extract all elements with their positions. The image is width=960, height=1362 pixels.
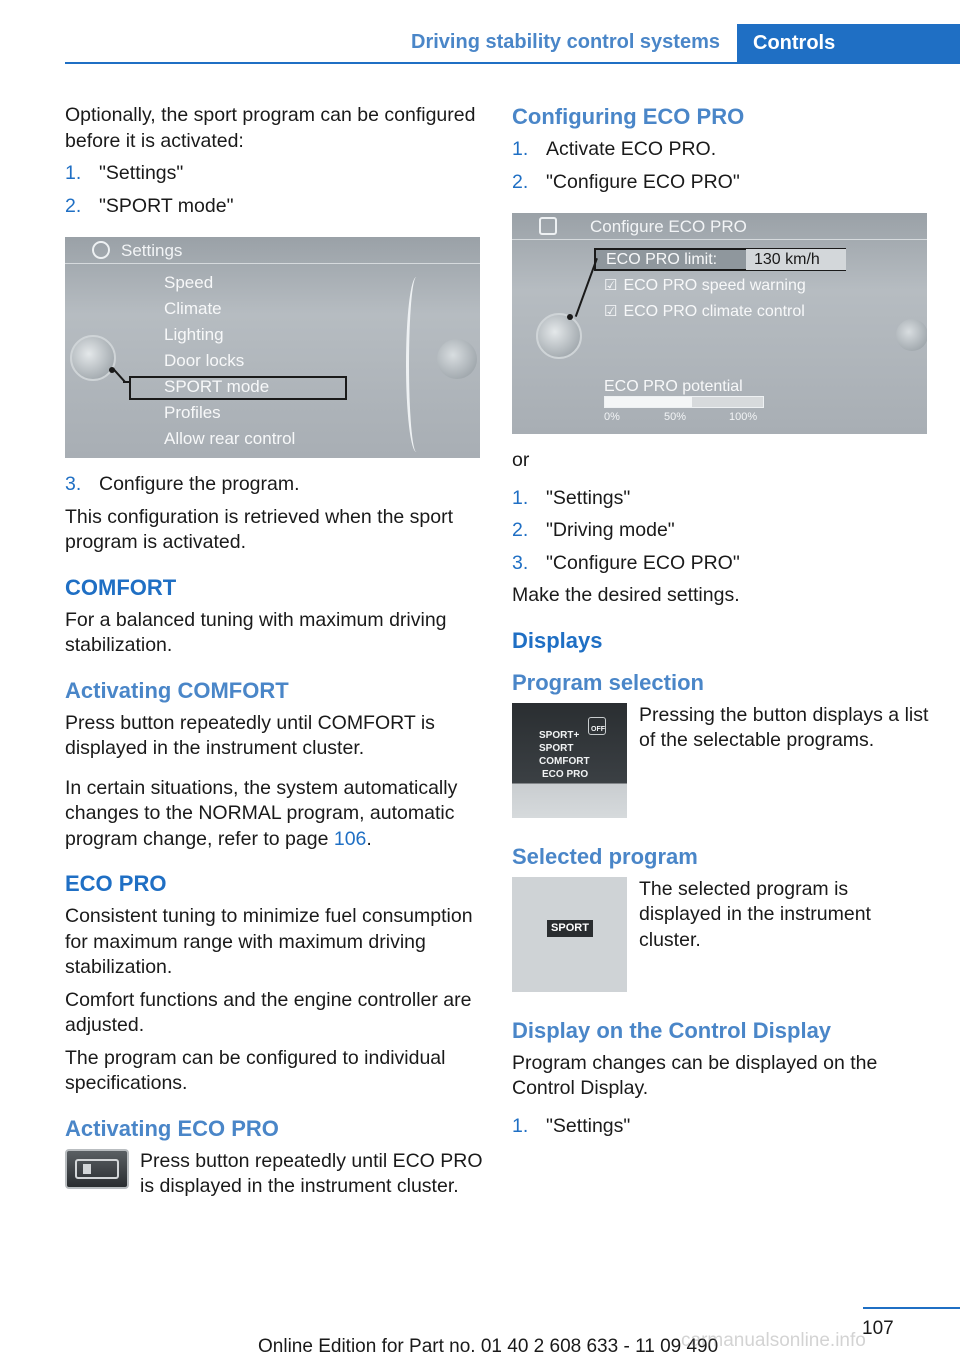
selected-program-figure — [512, 877, 627, 992]
config-note: This configuration is retrieved when the sport program is activated. — [65, 505, 454, 553]
program-selection-block — [512, 703, 930, 823]
list-number: 2. — [512, 170, 529, 193]
controller-knob-icon — [70, 335, 116, 381]
tick-label: 100% — [729, 411, 758, 423]
settings-menu-item: Lighting — [164, 325, 224, 344]
list-text: "SPORT mode" — [99, 194, 234, 217]
header-tab-label: Controls — [753, 32, 836, 54]
steps-list-e — [512, 1114, 930, 1140]
program-list-item: SPORT+ — [539, 729, 580, 741]
steps-list-d — [512, 486, 930, 577]
tick-label: 0% — [604, 411, 620, 423]
list-item — [512, 486, 930, 512]
list-number: 2. — [512, 519, 529, 541]
ecopro-config-text: The program can be configured to individual specifications. — [65, 1046, 446, 1094]
list-number: 1. — [512, 486, 529, 509]
list-text: Activate ECO PRO. — [546, 138, 717, 160]
gear-icon — [92, 241, 110, 259]
list-text: "Settings" — [546, 1114, 631, 1137]
list-item — [512, 1114, 930, 1140]
eco-option-climate-control — [604, 302, 805, 321]
page-number: 107 — [862, 1318, 894, 1339]
left-column — [65, 103, 483, 1209]
header-rule — [65, 62, 960, 64]
list-number: 1. — [512, 1114, 529, 1137]
comfort-heading: COMFORT — [65, 574, 177, 600]
eco-potential-label: ECO PRO potential — [604, 378, 743, 395]
dsc-off-icon — [588, 717, 606, 735]
activating-ecopro-heading: Activating ECO PRO — [65, 1115, 279, 1141]
list-text: "Configure ECO PRO" — [546, 551, 740, 574]
list-text: "Driving mode" — [546, 519, 675, 541]
edition-line: Online Edition for Part no. 01 40 2 608 633 - 11 09 490 — [258, 1336, 719, 1357]
steps-list-a — [65, 161, 483, 219]
situations-text: In certain situations, the system automatically changes to the NORMAL program, automatic program change, refer to page — [65, 776, 458, 850]
eco-option-speed-warning — [604, 276, 806, 295]
list-number: 1. — [65, 162, 82, 184]
program-selection-heading: Program selection — [512, 669, 704, 695]
list-item — [65, 161, 483, 187]
pointer-line — [123, 381, 131, 383]
eco-limit-value: 130 km/h — [746, 249, 846, 270]
header-section-title: Driving stability control systems — [411, 31, 720, 53]
list-text: "Configure ECO PRO" — [546, 170, 740, 193]
list-text: "Settings" — [99, 162, 184, 184]
situations-paragraph — [65, 776, 483, 853]
program-list — [539, 729, 590, 781]
settings-menu-item: Speed — [164, 273, 214, 292]
eco-pro-screen-figure — [512, 213, 927, 434]
list-item — [512, 518, 930, 544]
activating-comfort-heading: Activating COMFORT — [65, 677, 289, 703]
footer-rule — [863, 1307, 960, 1309]
pointer-dot — [109, 367, 115, 373]
sport-badge: SPORT — [547, 920, 593, 937]
settings-menu-item: Profiles — [164, 403, 221, 422]
or-text: or — [512, 449, 530, 471]
ecopro-comfort-text: Comfort functions and the engine controller are adjusted. — [65, 988, 472, 1036]
list-number: 3. — [65, 473, 82, 495]
ecopro-heading: ECO PRO — [65, 871, 167, 896]
comfort-description: For a balanced tuning with maximum driving stabilization. — [65, 608, 447, 656]
steps-list-c — [512, 137, 930, 195]
screen-divider — [512, 239, 927, 240]
settings-menu-item: Climate — [164, 299, 222, 318]
list-number: 1. — [512, 138, 529, 160]
eco-potential-bar — [604, 396, 764, 408]
pointer-dot — [567, 314, 573, 320]
checkbox-checked-icon: ☑ — [604, 277, 618, 294]
intro-paragraph: Optionally, the sport program can be configured before it is activated: — [65, 104, 476, 152]
settings-menu-item-selected: SPORT mode — [164, 377, 270, 396]
plus-icon — [896, 319, 927, 351]
control-display-text: Program changes can be displayed on the Control Display. — [512, 1051, 878, 1099]
configuring-ecopro-heading: Configuring ECO PRO — [512, 104, 745, 129]
program-list-item: ECO PRO — [542, 768, 589, 780]
list-item — [65, 472, 483, 498]
controller-knob-icon — [536, 313, 582, 359]
situations-text-end: . — [366, 827, 372, 850]
list-item — [512, 551, 930, 577]
header-tab-controls — [737, 24, 960, 63]
scroll-arc-icon — [406, 277, 432, 452]
program-list-item: COMFORT — [539, 755, 590, 767]
eco-settings-icon — [539, 217, 557, 235]
selected-program-text: The selected program is displayed in the instrument cluster. — [639, 877, 871, 951]
eco-option-label: ECO PRO speed warning — [623, 277, 806, 294]
checkbox-checked-icon: ☑ — [604, 303, 618, 320]
screen-divider — [65, 263, 480, 264]
settings-menu-item: Allow rear control — [164, 429, 296, 448]
steps-list-b — [65, 472, 483, 498]
list-item — [512, 137, 930, 163]
list-text: "Settings" — [546, 486, 631, 509]
tick-label: 50% — [664, 411, 687, 423]
make-settings-text: Make the desired settings. — [512, 584, 740, 606]
control-display-heading: Display on the Control Display — [512, 1017, 832, 1043]
eco-potential-fill — [605, 397, 692, 407]
pointer-line — [575, 258, 598, 317]
list-text: Configure the program. — [99, 473, 300, 495]
eco-limit-label: ECO PRO limit: — [606, 251, 718, 268]
settings-screen-title: Settings — [121, 241, 183, 260]
selected-program-block — [512, 877, 930, 997]
list-item — [512, 170, 930, 196]
highlight-box — [129, 376, 347, 400]
selected-program-heading: Selected program — [512, 843, 698, 869]
ecopro-description: Consistent tuning to minimize fuel consumption for maximum range with maximum driving stabilization. — [65, 905, 473, 978]
options-knob-icon — [437, 339, 477, 379]
eco-screen-title: Configure ECO PRO — [590, 217, 747, 236]
settings-screen-figure — [65, 237, 480, 458]
program-list-item: SPORT — [539, 742, 574, 754]
eco-limit-row — [594, 248, 846, 271]
list-number: 3. — [512, 551, 529, 574]
displays-heading: Displays — [512, 627, 603, 653]
program-selection-text: Pressing the button displays a list of the selectable programs. — [639, 703, 929, 751]
list-number: 2. — [65, 194, 82, 217]
right-column — [512, 103, 930, 1146]
activating-comfort-text: Press button repeatedly until COMFORT is displayed in the instrument cluster. — [65, 711, 435, 759]
activating-ecopro-block — [65, 1149, 483, 1209]
page-link[interactable]: 106 — [333, 827, 367, 850]
settings-menu-item: Door locks — [164, 351, 245, 370]
driving-experience-button-icon — [65, 1149, 129, 1189]
dsc-off-label: OFF — [591, 725, 605, 733]
activating-ecopro-text: Press button repeatedly until ECO PRO is displayed in the instrument cluster. — [140, 1149, 483, 1197]
eco-option-label: ECO PRO climate control — [623, 303, 805, 320]
program-list-figure — [512, 703, 627, 818]
list-item — [65, 194, 483, 220]
watermark: carmanualsonline.info — [681, 1330, 866, 1351]
